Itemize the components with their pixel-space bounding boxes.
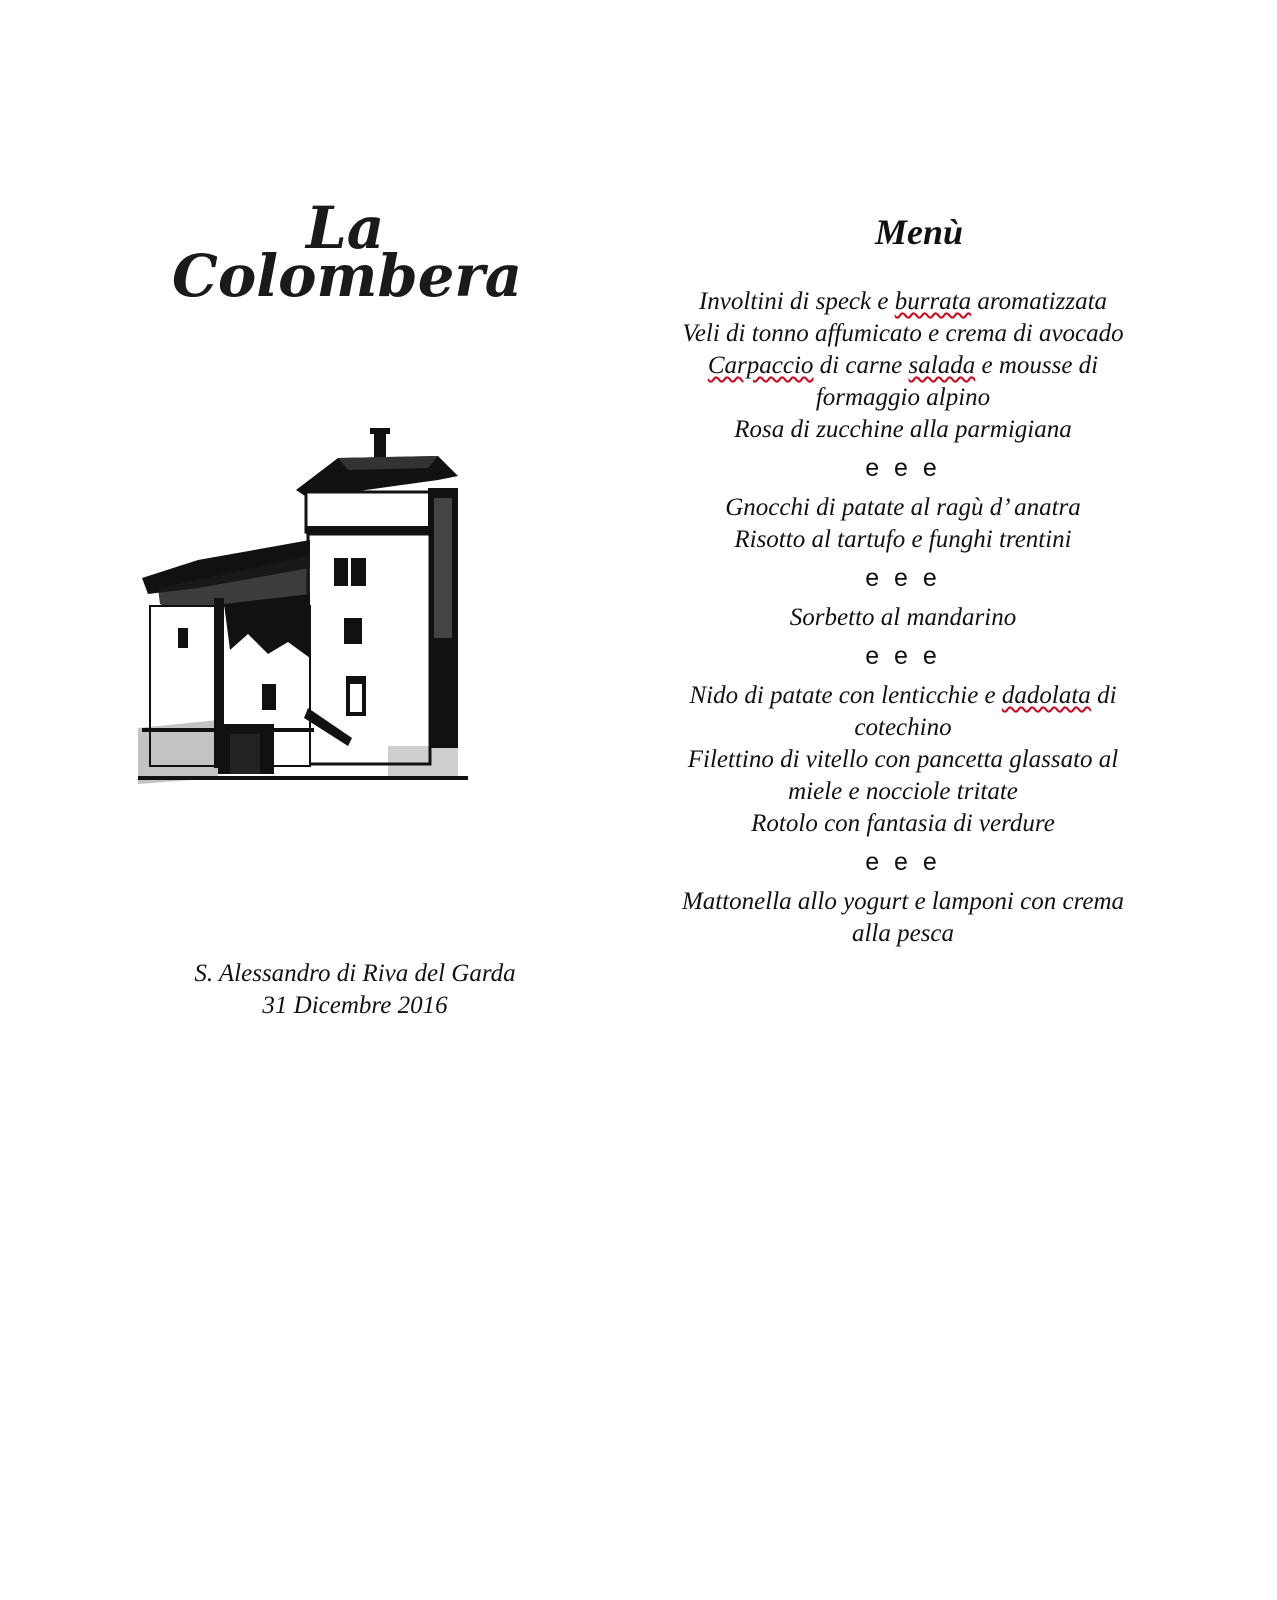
dish-filettino: Filettino di vitello con pancetta glassato al — [687, 746, 1119, 773]
course-secondi — [648, 680, 1158, 840]
dish-sorbetto: Sorbetto al mandarino — [789, 604, 1017, 631]
dish-nido-patate: Nido di patate con lenticchie e dadolata di — [689, 682, 1117, 709]
dish-rotolo: Rotolo con fantasia di verdure — [751, 810, 1055, 837]
course-separator: e e e — [865, 848, 941, 876]
dish-veli-tonno: Veli di tonno affumicato e crema di avocado — [682, 320, 1124, 347]
spellcheck-word: dadolata — [1001, 682, 1091, 709]
course-separator: e e e — [865, 454, 941, 482]
logo-line2: Colombera — [172, 242, 522, 310]
dish-risotto: Risotto al tartufo e funghi trentini — [734, 526, 1072, 553]
spellcheck-word: salada — [908, 352, 976, 379]
spellcheck-word: burrata — [894, 288, 972, 315]
course-separator: e e e — [865, 564, 941, 592]
menu — [648, 210, 1158, 950]
building-illustration-icon — [138, 428, 468, 788]
dish-mattonella-cont: alla pesca — [851, 920, 955, 947]
date-text: 31 Dicembre 2016 — [262, 992, 448, 1019]
course-primi — [648, 492, 1158, 556]
place-date — [140, 958, 570, 1022]
logo-wordmark — [172, 190, 532, 310]
dish-involtini: Involtini di speck e burrata aromatizzata — [698, 288, 1108, 315]
logo-svg — [172, 190, 532, 310]
dish-gnocchi: Gnocchi di patate al ragù d’ anatra — [725, 494, 1081, 521]
menu-title: Menù — [874, 212, 964, 252]
logo-line1: La — [306, 194, 385, 262]
dish-mattonella: Mattonella allo yogurt e lamponi con crema — [681, 888, 1125, 915]
course-intermezzo — [648, 602, 1158, 634]
dish-nido-patate-cont: cotechino — [854, 714, 952, 741]
spellcheck-word: Carpaccio — [707, 352, 814, 379]
building-svg — [138, 428, 468, 788]
place-text: S. Alessandro di Riva del Garda — [194, 960, 516, 987]
dish-carpaccio: Carpaccio di carne salada e mousse di — [707, 352, 1099, 379]
course-dolce — [648, 886, 1158, 950]
dish-carpaccio-cont: formaggio alpino — [815, 384, 991, 411]
dish-rosa-zucchine: Rosa di zucchine alla parmigiana — [734, 416, 1072, 443]
course-antipasti — [648, 286, 1158, 446]
course-separator: e e e — [865, 642, 941, 670]
dish-filettino-cont: miele e nocciole tritate — [788, 778, 1018, 805]
